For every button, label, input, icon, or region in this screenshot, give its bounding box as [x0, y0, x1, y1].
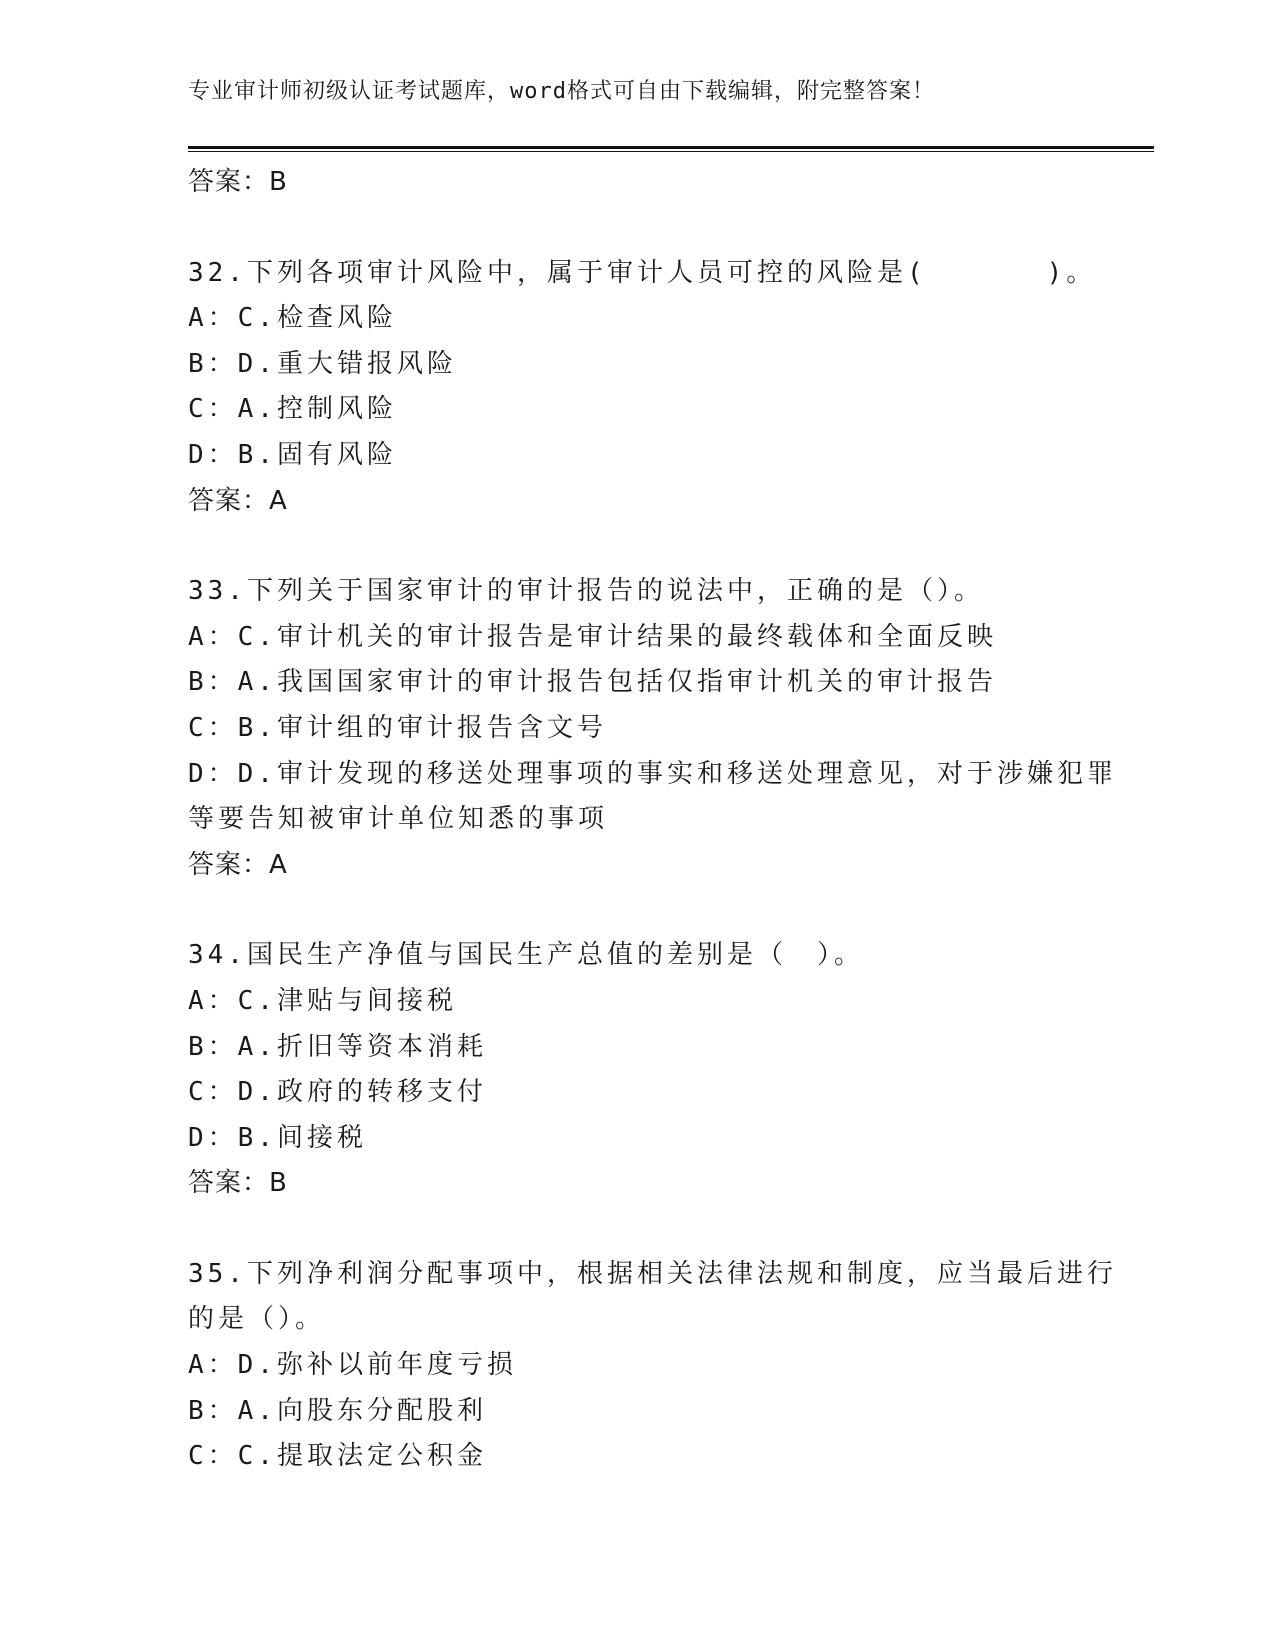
answer-option: C：A.控制风险 — [188, 394, 397, 425]
answer-option: B：A.向股东分配股利 — [188, 1395, 487, 1426]
answer-option: B：A.我国国家审计的审计报告包括仅指审计机关的审计报告 — [188, 667, 997, 698]
answer-option: A：C.津贴与间接税 — [188, 985, 457, 1016]
question-list — [188, 160, 1117, 1480]
question-gap — [188, 888, 1088, 933]
question-block — [188, 1252, 1117, 1480]
question-stem: 33.下列关于国家审计的审计报告的说法中，正确的是（）。 — [188, 576, 984, 607]
question-block — [188, 569, 1117, 888]
question-stem: 的是（）。 — [188, 1304, 326, 1335]
answer-option: D：B.固有风险 — [188, 439, 397, 470]
answer-option: A：D.弥补以前年度亏损 — [188, 1350, 517, 1381]
answer-option: D：D.审计发现的移送处理事项的事实和移送处理意见，对于涉嫌犯罪 — [188, 758, 1117, 789]
answer-option: B：A.折旧等资本消耗 — [188, 1031, 487, 1062]
question-block — [188, 933, 1088, 1207]
answer-option: C：C.提取法定公积金 — [188, 1441, 487, 1472]
header-rule-thick — [188, 146, 1154, 149]
previous-answer: 答案：B — [188, 167, 288, 197]
answer-option: 等要告知被审计单位知悉的事项 — [188, 804, 609, 835]
question-gap — [188, 1207, 1088, 1252]
question-gap — [188, 206, 1088, 251]
correct-answer: 答案：B — [188, 1168, 288, 1199]
question-gap — [188, 524, 1088, 569]
answer-option: A：C.检查风险 — [188, 303, 397, 334]
answer-option: D：B.间接税 — [188, 1122, 367, 1153]
answer-option: A：C.审计机关的审计报告是审计结果的最终载体和全面反映 — [188, 621, 997, 652]
question-stem: 32.下列各项审计风险中，属于审计人员可控的风险是( )。 — [188, 257, 1097, 288]
question-block — [188, 251, 1097, 525]
answer-option: C：D.政府的转移支付 — [188, 1077, 487, 1108]
header-rule-thin — [188, 151, 1154, 152]
answer-option: C：B.审计组的审计报告含文号 — [188, 712, 607, 743]
page-header: 专业审计师初级认证考试题库，word格式可自由下载编辑，附完整答案！ — [188, 79, 935, 104]
answer-option: B：D.重大错报风险 — [188, 348, 457, 379]
correct-answer: 答案：A — [188, 849, 288, 880]
correct-answer: 答案：A — [188, 485, 288, 516]
question-stem: 34.国民生产净值与国民生产总值的差别是（ ）。 — [188, 940, 864, 971]
question-stem: 35.下列净利润分配事项中，根据相关法律法规和制度，应当最后进行 — [188, 1258, 1117, 1289]
